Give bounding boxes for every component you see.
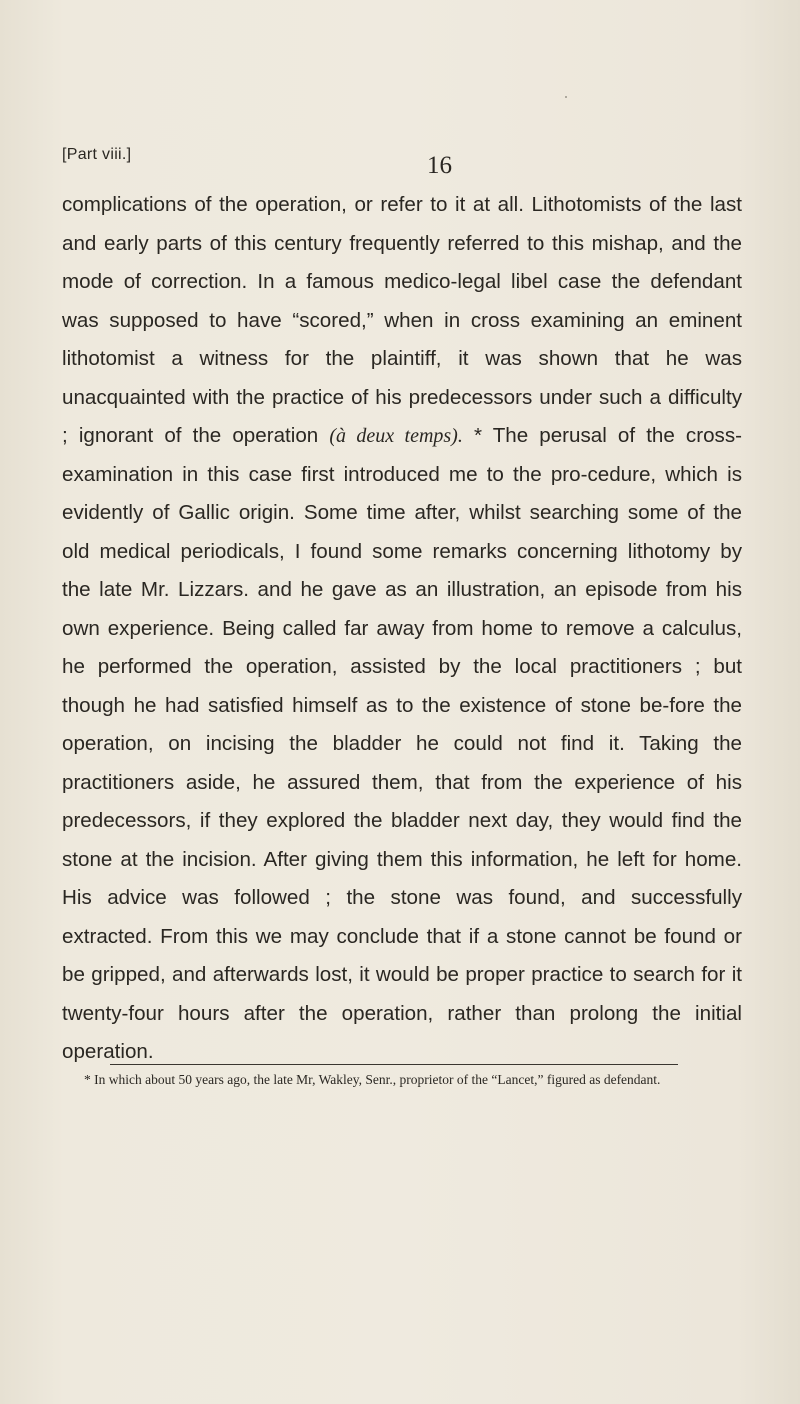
body-text-before-italic: complications of the operation, or refer to it at all. Lithotomists of the last and early parts of this century frequently referred to this mishap, and the mode of correction. In a famous medico-legal libel case the defendant was supposed to have “scored,” when in cross examining an eminent lithotomist a witness for the plaintiff, it was shown that he was unacquainted with the practice of his predecessors under such a difficulty ; ignorant of the operation <box>62 193 742 447</box>
body-paragraph <box>62 186 742 1072</box>
italic-phrase: (à deux temps). <box>329 425 463 447</box>
body-text-after-italic: * The perusal of the cross-examination in this case first introduced me to the pro-cedure, which is evidently of Gallic origin. Some time after, whilst searching some of the old medical periodicals, I found some remarks concerning lithotomy by the late Mr. Lizzars. and he gave as an illustration, an episode from his own experience. Being called far away from home to remove a calculus, he performed the operation, assisted by the local practitioners ; but though he had satisfied himself as to the existence of stone be-fore the operation, on incising the bladder he could not find it. Taking the practitioners aside, he assured them, that from the experience of his predecessors, if they explored the bladder next day, they would find the stone at the incision. After giving them this information, he left for home. His advice was followed ; the stone was found, and successfully extracted. From this we may conclude that if a stone cannot be found or be gripped, and afterwards lost, it would be proper practice to search for it twenty-four hours after the operation, rather than prolong the initial operation. <box>62 424 742 1063</box>
page-number: 16 <box>427 152 452 179</box>
footnote: * In which about 50 years ago, the late Mr, Wakley, Senr., proprietor of the “Lancet,” figured as defendant. <box>84 1072 661 1087</box>
part-label: [Part viii.] <box>62 146 132 163</box>
running-head <box>62 146 738 180</box>
paper-speck <box>565 96 567 98</box>
footnote-rule <box>110 1064 678 1065</box>
